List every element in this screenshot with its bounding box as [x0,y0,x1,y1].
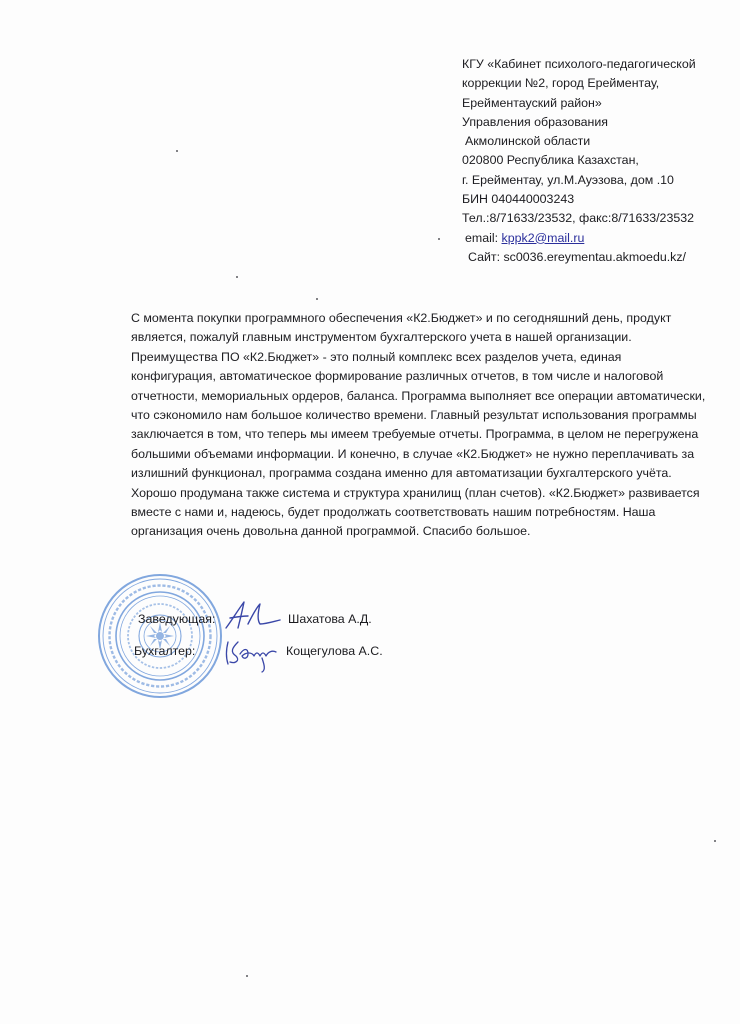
site-url: sc0036.ereymentau.akmoedu.kz/ [503,249,687,264]
scan-speck [714,840,716,842]
letterhead-line: Ерейментауский район» [462,95,602,110]
body-line: Хорошо продумана также система и структура хранилищ (план счетов). «К2.Бюджет» развивается [131,485,700,500]
scan-speck [438,238,440,240]
email-link[interactable]: kppk2@mail.ru [501,230,585,245]
letterhead-line: Управления образования [462,114,609,129]
letterhead-line: коррекции №2, город Ерейментау, [462,76,660,91]
site-label: Сайт: [468,249,501,264]
body-line: вместе с нами и, надеюсь, будет продолжать соответствовать нашим потребностям. Наша [131,505,656,520]
body-line: является, пожалуй главным инструментом бухгалтерского учета в нашей организации. [131,330,632,345]
body-line: С момента покупки программного обеспечения «К2.Бюджет» и по сегодняшний день, продукт [131,311,672,325]
scan-speck [246,975,248,977]
letterhead-line: КГУ «Кабинет психолого-педагогической [462,57,696,71]
body-line: излишний функционал, программа создана именно для автоматизации бухгалтерского учёта. [131,466,672,481]
letterhead-site-line [462,248,734,267]
letterhead-line: 020800 Республика Казахстан, [462,153,639,168]
letterhead [462,55,734,267]
letterhead-line: БИН 040440003243 [462,192,575,207]
letterhead-line: Тел.:8/71633/23532, факс:8/71633/23532 [462,211,695,226]
body-line: Преимущества ПО «К2.Бюджет» - это полный комплекс всех разделов учета, единая [131,349,622,364]
head-name: Шахатова А.Д. [288,612,372,626]
letterhead-email-line [462,229,734,248]
body-line: конфигурация, автоматическое формирование различных отчетов, в том числе и налоговой [131,369,664,384]
scan-speck [176,150,178,152]
email-label: email: [465,230,499,245]
scan-speck [236,276,238,278]
letterhead-line: Акмолинской области [465,134,591,149]
official-stamp [96,572,224,700]
body-line: заключается в том, что теперь мы имеем требуемые отчеты. Программа, в целом не перегружена [131,427,699,442]
body-line: отчетности, мемориальных ордеров, баланса. Программа выполняет все операции автоматически, [131,388,706,403]
accountant-signature [222,634,282,674]
head-role-label: Заведующая: [138,612,216,626]
body-line: организация очень довольна данной программой. Спасибо большое. [131,524,531,539]
letterhead-line: г. Ерейментау, ул.М.Ауэзова, дом .10 [462,172,674,187]
body-line: большими объемами информации. И конечно, в случае «К2.Бюджет» не нужно переплачивать за [131,446,695,461]
body-line: что сэкономило нам большое количество времени. Главный результат использования программы [131,408,697,423]
scan-speck [316,298,318,300]
letter-body [131,309,721,542]
accountant-name: Кощегулова А.С. [286,644,383,658]
head-signature [222,598,284,634]
accountant-role-label: Бухгалтер: [134,644,196,658]
